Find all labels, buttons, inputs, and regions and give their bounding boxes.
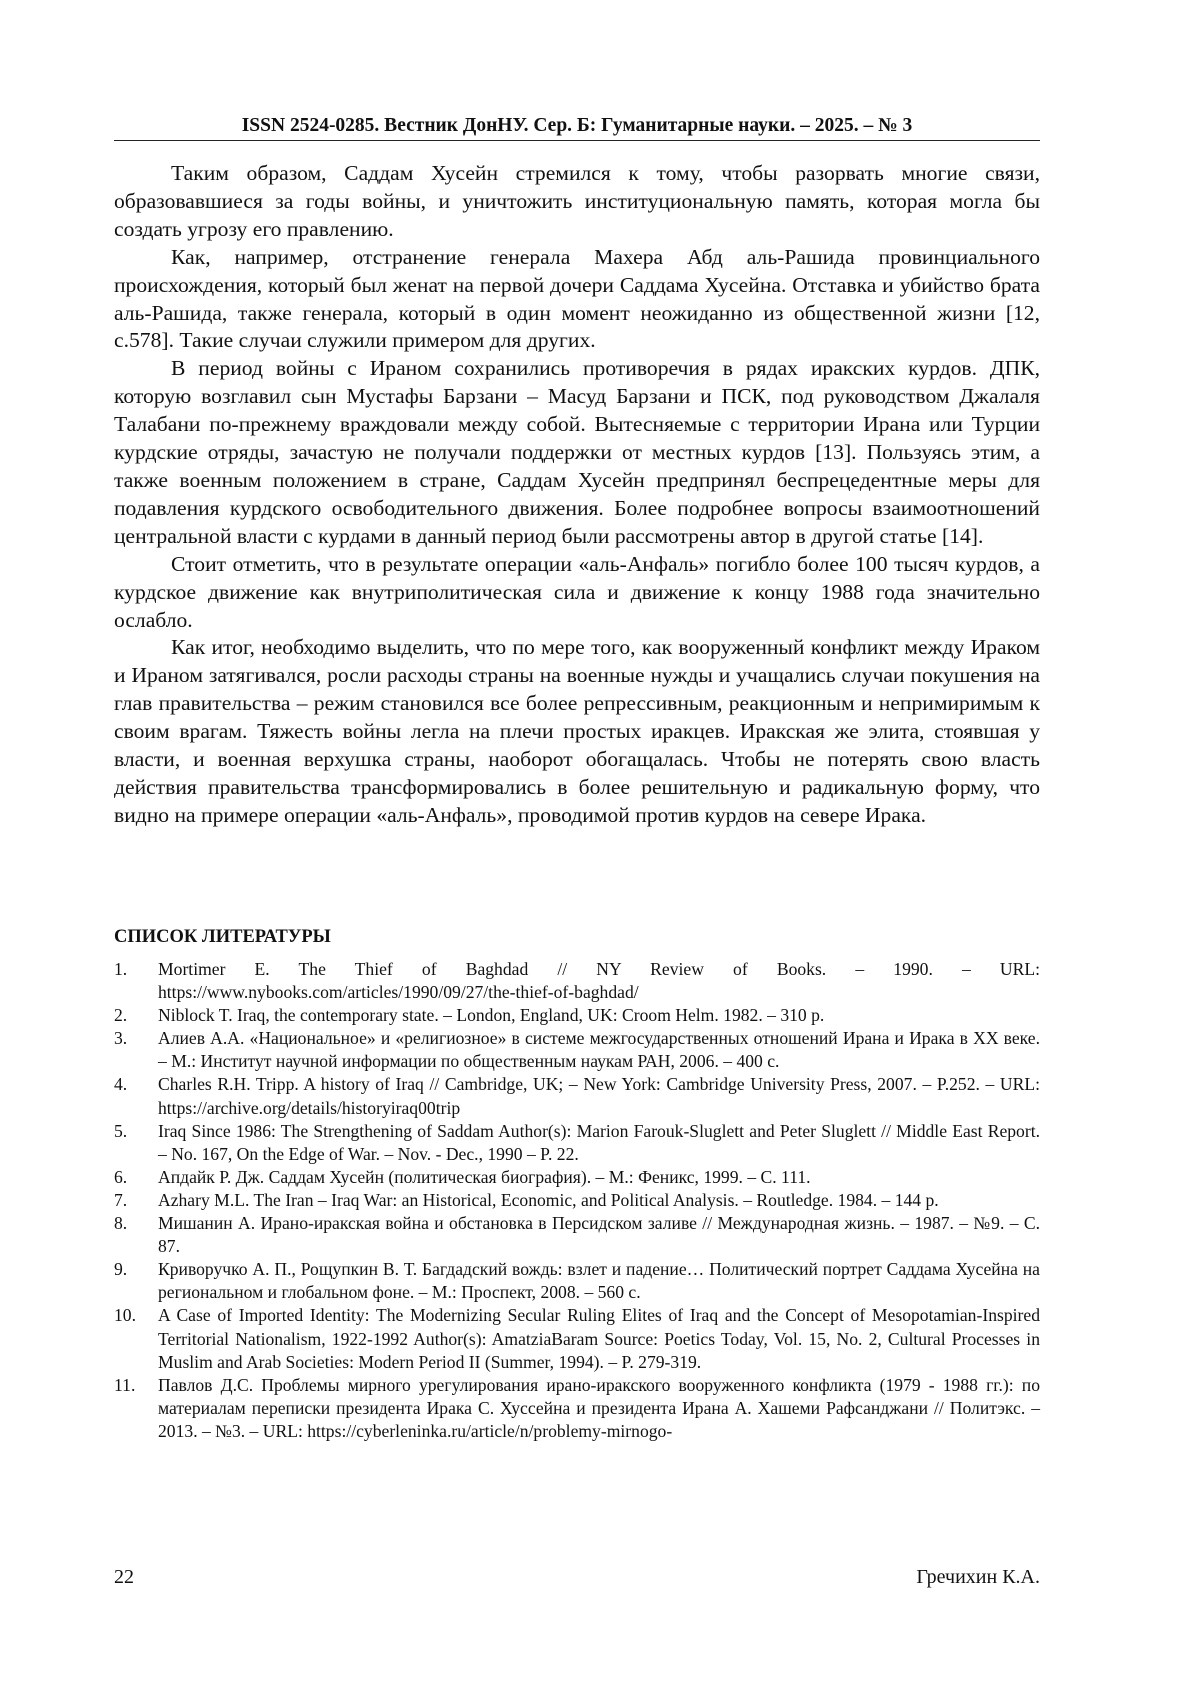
reference-text: Криворучко А. П., Рощупкин В. Т. Багдадский вождь: взлет и падение… Политический портрет Саддама Хусейна на региональном и глобальном фоне. – М.: Проспект, 2008. – 560 с. xyxy=(158,1259,1040,1303)
reference-item xyxy=(114,1304,1040,1373)
reference-number: 2. xyxy=(114,1005,128,1026)
reference-text: Iraq Since 1986: The Strengthening of Saddam Author(s): Marion Farouk-Sluglett and Peter Sluglett // Middle East Report. – No. 167, On the Edge of War. – Nov. - Dec., 1990 – P. 22. xyxy=(158,1120,1040,1164)
paragraph: Стоит отметить, что в результате операции «аль-Анфаль» погибло более 100 тысяч курдов, а курдское движение как внутриполитическая сила и движение к концу 1988 года значительно ослабло. xyxy=(114,551,1040,632)
reference-number: 7. xyxy=(114,1189,128,1210)
paragraph: Как итог, необходимо выделить, что по мере того, как вооруженный конфликт между Ираком и Ираном затягивался, росли расходы страны на военные нужды и учащались случаи покушения на глав правительства – режим становился все более репрессивным, реакционным и непримиримым к своим врагам. Тяжесть войны легла на плечи простых иракцев. Иракская же элита, стоявшая у власти, и военная верхушка страны, наоборот обогащалась. Чтобы не потерять свою власть действия правительства трансформировались в более решительную и радикальную форму, что видно на примере операции «аль-Анфаль», проводимой против курдов на севере Ирака. xyxy=(114,635,1040,827)
reference-text: A Case of Imported Identity: The Modernizing Secular Ruling Elites of Iraq and the Concept of Mesopotamian-Inspired Territorial Nationalism, 1922-1992 Author(s): AmatziaBaram Source: Poetics Today, Vol. 15, No. 2, Cultural Processes in Muslim and Arab Societies: Modern Period II (Summer, 1994). – P. 279-319. xyxy=(158,1305,1040,1372)
reference-item xyxy=(114,1258,1040,1304)
reference-text: Павлов Д.С. Проблемы мирного урегулирования ирано-иракского вооруженного конфликта (1979 - 1988 гг.): по материалам переписки президента Ирака С. Хуссейна и президента Ирана А. Хашеми Рафсанджани // Политэкс. – 2013. – №3. – URL: https://cyberleninka.ru/article/n/problemy-mirnogo- xyxy=(158,1374,1040,1441)
reference-number: 8. xyxy=(114,1213,128,1234)
reference-item xyxy=(114,1027,1040,1073)
reference-number: 11. xyxy=(114,1374,136,1395)
reference-item xyxy=(114,1166,1040,1189)
reference-text: Niblock T. Iraq, the contemporary state. – London, England, UK: Croom Helm. 1982. – 310 p. xyxy=(158,1005,825,1026)
reference-text: Алиев А.А. «Национальное» и «религиозное» в системе межгосударственных отношений Ирана и Ирака в XX веке. – М.: Институт научной информации по общественным наукам РАН, 2006. – 400 с. xyxy=(158,1028,1040,1072)
reference-text: Charles R.H. Tripp. A history of Iraq // Cambridge, UK; – New York: Cambridge University Press, 2007. – P.252. – URL: https://archive.org/details/historyiraq00trip xyxy=(158,1074,1040,1118)
running-header: ISSN 2524-0285. Вестник ДонНУ. Сер. Б: Гуманитарные науки. – 2025. – № 3 xyxy=(241,115,913,136)
reference-item xyxy=(114,1374,1040,1443)
reference-item xyxy=(114,1004,1040,1027)
reference-item xyxy=(114,958,1040,1004)
reference-text: Mortimer E. The Thief of Baghdad // NY Review of Books. – 1990. – URL: https://www.nybooks.com/articles/1990/09/27/the-thief-of-baghdad/ xyxy=(158,959,1040,1003)
reference-item xyxy=(114,1212,1040,1258)
paragraph: В период войны с Ираном сохранились противоречия в рядах иракских курдов. ДПК, которую возглавил сын Мустафы Барзани – Масуд Барзани и ПСК, под руководством Джалаля Талабани по-прежнему враждовали между собой. Вытесняемые с территории Ирана или Турции курдские отряды, зачастую не получали поддержки от местных курдов [13]. Пользуясь этим, а также военным положением в стране, Саддам Хусейн предпринял беспрецедентные меры для подавления курдского освободительного движения. Более подробнее вопросы взаимоотношений центральной власти с курдами в данный период были рассмотрены автор в другой статье [14]. xyxy=(114,356,1040,548)
references-heading: СПИСОК ЛИТЕРАТУРЫ xyxy=(114,927,331,947)
reference-number: 6. xyxy=(114,1166,128,1187)
reference-text: Мишанин А. Ирано-иракская война и обстановка в Персидском заливе // Международная жизнь. – 1987. – №9. – С. 87. xyxy=(158,1213,1040,1257)
paragraph: Как, например, отстранение генерала Махера Абд аль-Рашида провинциального происхождения, который был женат на первой дочери Саддама Хусейна. Отставка и убийство брата аль-Рашида, также генерала, который в один момент неожиданно из общественной жизни [12, с.578]. Такие случаи служили примером для других. xyxy=(114,244,1040,353)
references-list xyxy=(114,958,1040,1443)
article-body xyxy=(114,160,1040,830)
reference-item xyxy=(114,1189,1040,1212)
footer-author: Гречихин К.А. xyxy=(916,1566,1040,1588)
reference-text: Апдайк Р. Дж. Саддам Хусейн (политическая биография). – М.: Феникс, 1999. – С. 111. xyxy=(158,1166,811,1187)
reference-number: 10. xyxy=(114,1305,136,1326)
page-number: 22 xyxy=(114,1566,134,1588)
reference-item xyxy=(114,1073,1040,1119)
header-divider xyxy=(114,140,1040,141)
reference-number: 9. xyxy=(114,1259,128,1280)
page-footer xyxy=(114,1562,1040,1592)
reference-number: 1. xyxy=(114,959,128,979)
reference-number: 3. xyxy=(114,1028,128,1049)
reference-number: 5. xyxy=(114,1120,128,1141)
paragraph: Таким образом, Саддам Хусейн стремился к тому, чтобы разорвать многие связи, образовавшиеся за годы войны, и уничтожить институциональную память, которая могла бы создать угрозу его правлению. xyxy=(114,161,1040,241)
reference-number: 4. xyxy=(114,1074,128,1095)
reference-item xyxy=(114,1120,1040,1166)
reference-text: Azhary M.L. The Iran – Iraq War: an Historical, Economic, and Political Analysis. – Routledge. 1984. – 144 p. xyxy=(158,1189,939,1210)
